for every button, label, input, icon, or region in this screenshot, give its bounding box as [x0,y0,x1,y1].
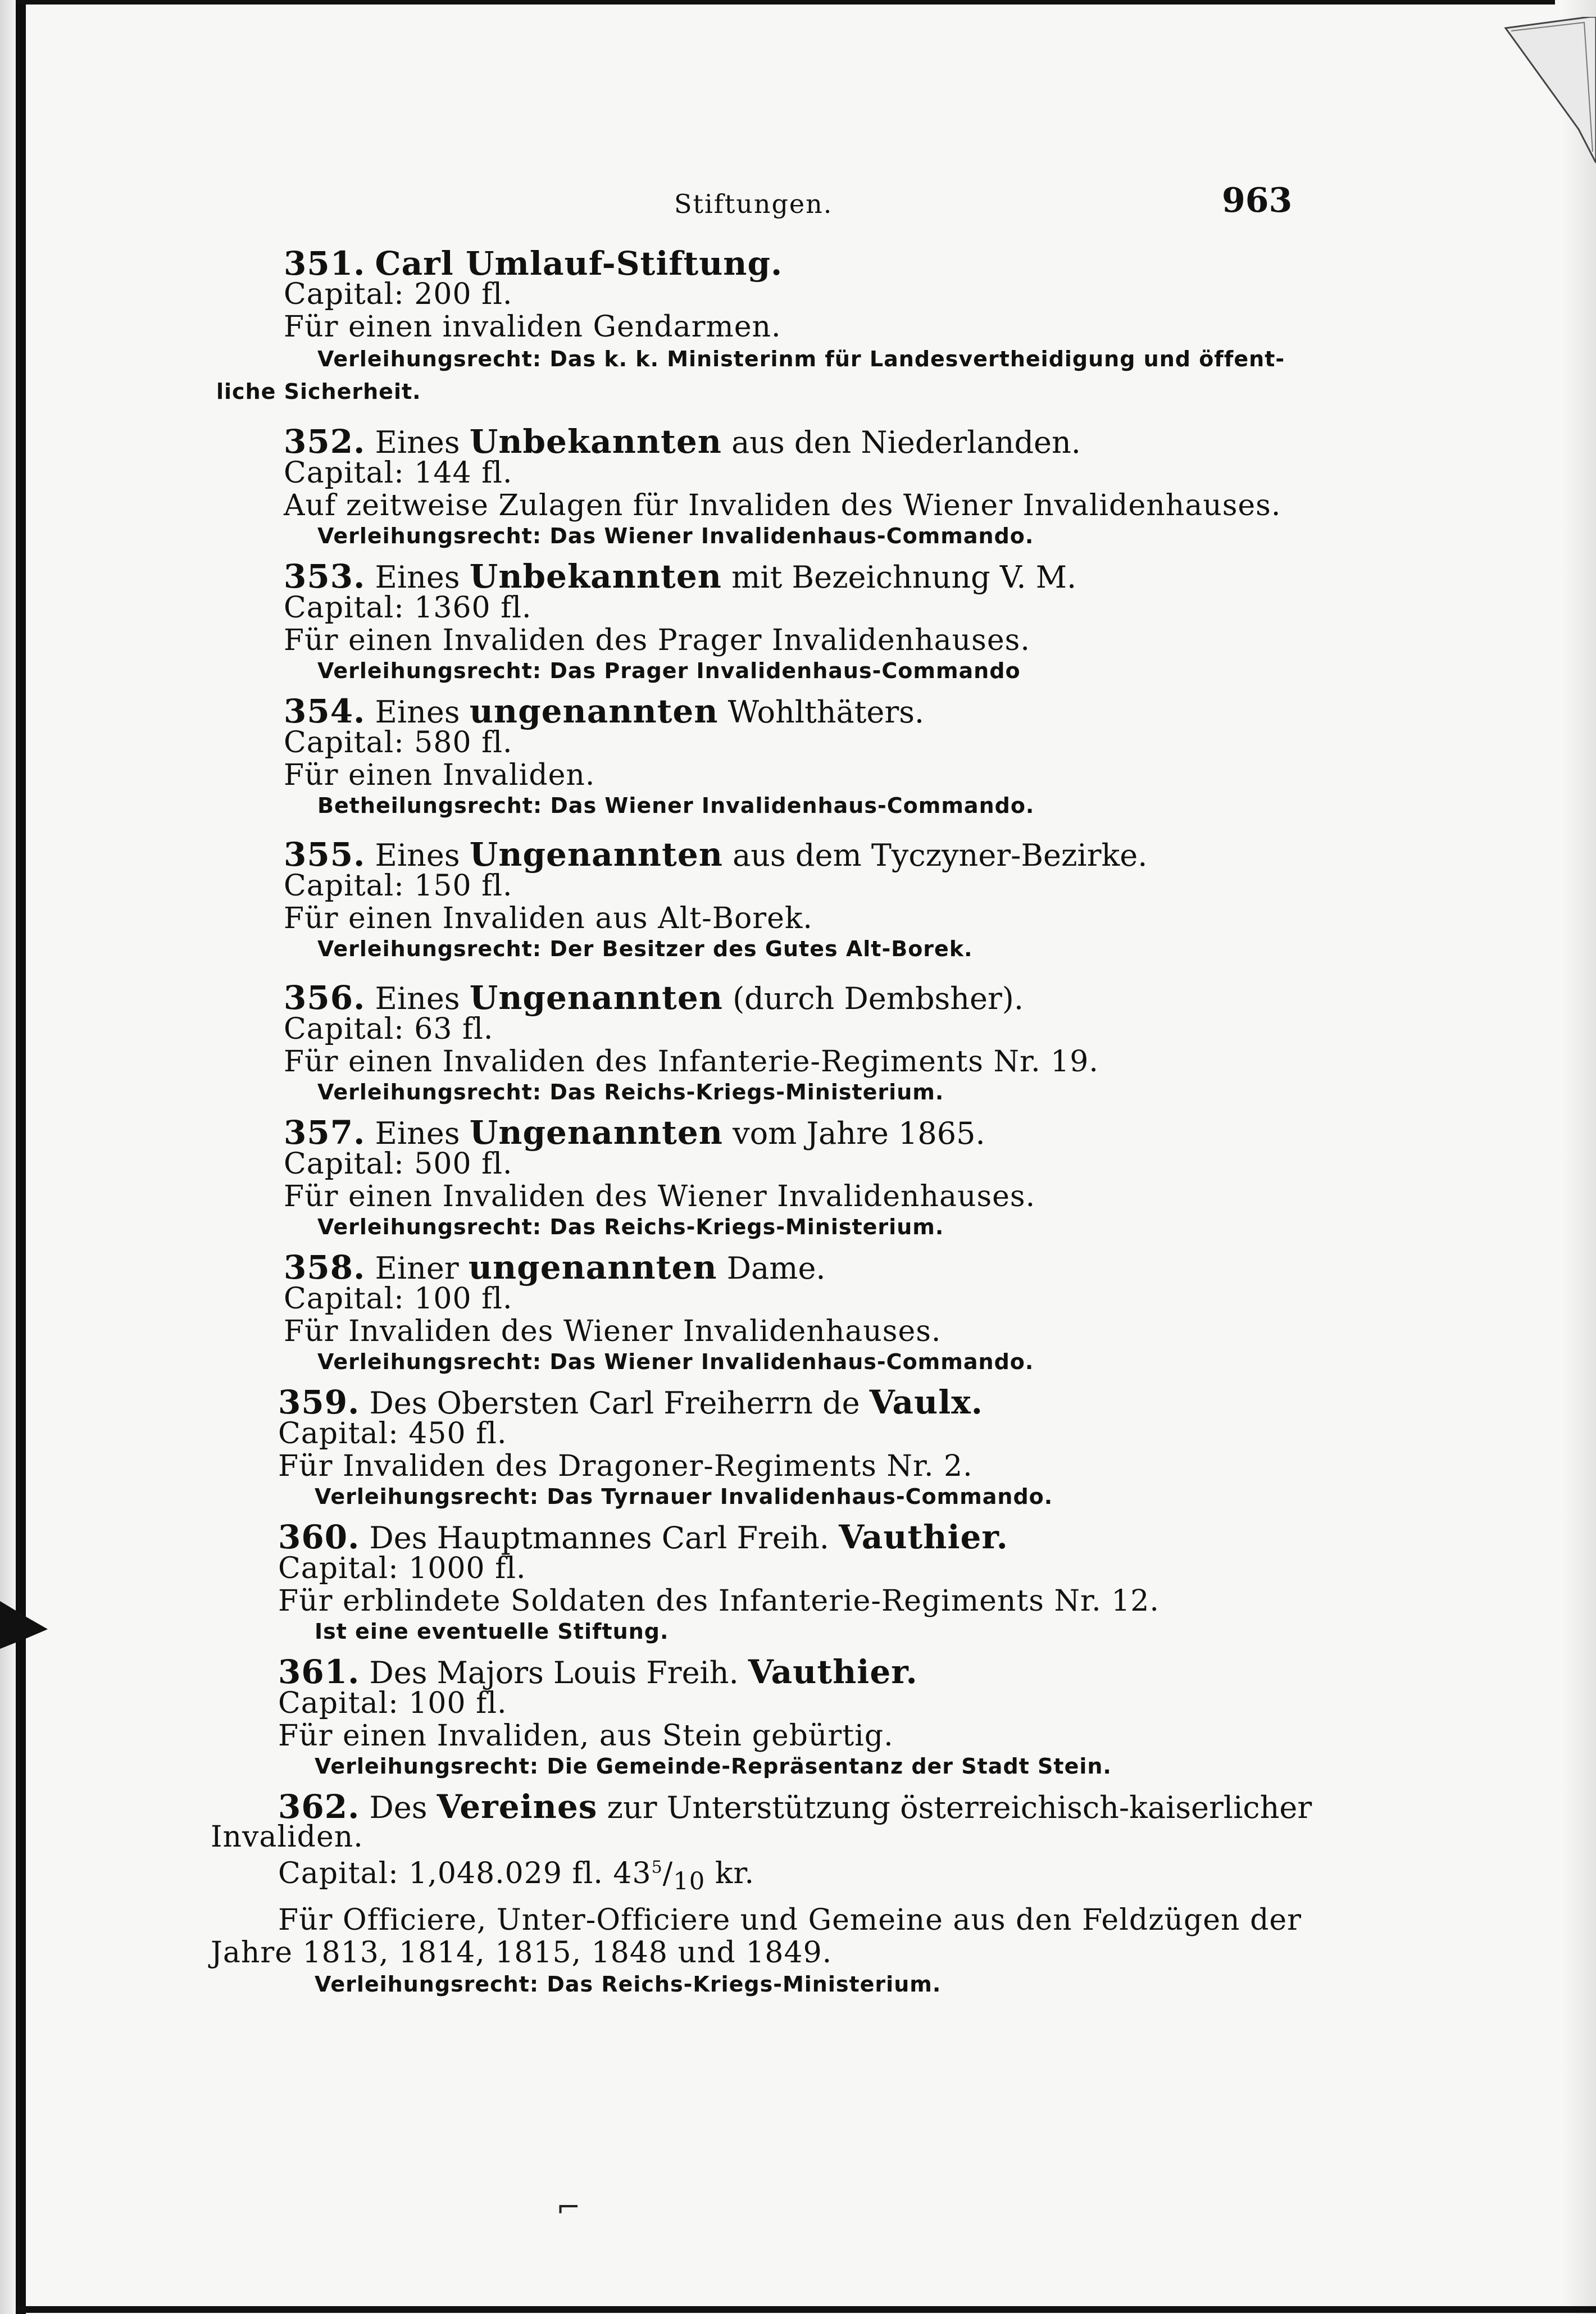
entry-number: 357. [284,1113,366,1152]
entry-capital: Capital: 100 fl. [284,1282,513,1316]
entry-purpose: Für einen Invaliden des Prager Invalidenhauses. [284,624,1030,657]
entry-right: Verleihungsrecht: Das k. k. Ministerinm für Landesvertheidigung und öffent- [317,347,1285,371]
entry-number: 353. [284,557,366,595]
entry-title-post: aus den Niederlanden. [721,425,1081,460]
entry-title-post: zur Unterstützung österreichisch-kaiserlicher [597,1790,1312,1825]
entry-title-post: Dame. [717,1251,826,1286]
entry-right: Verleihungsrecht: Das Wiener Invalidenhaus-Commando. [317,524,1034,548]
entry-heading [284,835,1147,874]
scan-shadow [1562,0,1596,2314]
entry-purpose: Für einen Invaliden des Wiener Invalidenhauses. [284,1180,1036,1213]
entry-heading [284,422,1081,461]
printer-mark-icon: ⌐ [556,2191,581,2225]
entry-number: 359. [278,1383,360,1421]
entry-right: Betheilungsrecht: Das Wiener Invalidenhaus-Commando. [317,793,1035,818]
scan-border-top [16,0,1555,4]
running-header: Stiftungen. [674,189,833,219]
entry-capital: Capital: 500 fl. [284,1147,513,1181]
entry-title-name: Unbekannten [469,557,722,595]
entry-title-pre: Eines [375,560,470,595]
scan-margin [0,0,16,2314]
entry-number: 352. [284,422,366,461]
entry-number: 355. [284,835,366,874]
entry-heading [278,1653,918,1691]
entry-title-pre: Eines [375,838,470,873]
scan-border-bottom [16,2306,1596,2313]
entry-number: 360. [278,1518,360,1556]
entry-right: Verleihungsrecht: Das Wiener Invalidenhaus-Commando. [317,1349,1034,1374]
entry-purpose: Für einen Invaliden, aus Stein gebürtig. [278,1719,894,1753]
entry-title-name: Vauthier. [839,1518,1008,1556]
entry-right: Verleihungsrecht: Das Prager Invalidenhaus-Commando [317,658,1021,683]
entry-purpose: Auf zeitweise Zulagen für Invaliden des Wiener Invalidenhauses. [284,489,1281,522]
entry-title-name: ungenannten [468,1248,717,1286]
entry-right-continued: liche Sicherheit. [216,379,421,404]
entry-number: 356. [284,979,366,1017]
entry-title-post: mit Bezeichnung V. M. [721,560,1077,595]
entry-title-name: Ungenannten [469,979,723,1017]
capital-amount: Capital: 1,048.029 fl. 43 [278,1857,652,1890]
entry-title-pre: Eines [375,981,470,1016]
entry-title-pre: Des [369,1790,437,1825]
entry-capital: Capital: 144 fl. [284,456,513,490]
entry-title-continued: Invaliden. [211,1820,363,1854]
entry-capital: Capital: 1000 fl. [278,1552,526,1585]
entry-capital: Capital: 1360 fl. [284,591,532,625]
entry-heading [284,692,924,730]
entry-right: Verleihungsrecht: Das Reichs-Kriegs-Ministerium. [317,1080,944,1104]
entry-right: Verleihungsrecht: Das Tyrnauer Invalidenhaus-Commando. [315,1484,1053,1509]
entry-purpose: Für Invaliden des Wiener Invalidenhauses. [284,1315,942,1348]
entry-title-name: Vaulx. [869,1383,983,1421]
entry-purpose: Für einen invaliden Gendarmen. [284,310,781,344]
entry-number: 354. [284,692,366,730]
binding-notch-icon [0,1595,51,1652]
entry-right: Verleihungsrecht: Die Gemeinde-Repräsentanz der Stadt Stein. [315,1754,1112,1779]
entry-right: Ist eine eventuelle Stiftung. [315,1619,669,1644]
entry-number: 351. [284,244,366,283]
entry-capital: Capital: 1,048.029 fl. $43^5/_{10}$ kr. [278,1857,755,1896]
entry-purpose: Für Officiere, Unter-Officiere und Gemeine aus den Feldzügen der [278,1903,1302,1937]
entry-heading [284,979,1024,1017]
entry-heading [284,1113,985,1152]
capital-unit: kr. [705,1857,755,1890]
entry-number: 358. [284,1248,366,1286]
entry-capital: Capital: 100 fl. [278,1686,507,1720]
entry-purpose: Für einen Invaliden. [284,758,595,792]
scan-border-left [16,0,26,2314]
entry-title-post: aus dem Tyczyner-Bezirke. [722,838,1148,873]
page-number: 963 [1222,181,1293,220]
entry-title-pre: Eines [375,1116,470,1151]
entry-title-name: ungenannten [469,692,719,730]
entry-heading [284,1248,826,1286]
entry-heading [278,1788,1312,1826]
entry-title-name: Unbekannten [469,422,722,461]
entry-heading [284,557,1076,595]
entry-title-pre: Des Majors Louis Freih. [369,1655,748,1690]
entry-title-name: Ungenannten [469,1113,723,1152]
entry-heading [284,244,783,283]
entry-title-post: Wohlthäters. [718,694,925,730]
entry-right: Verleihungsrecht: Das Reichs-Kriegs-Ministerium. [315,1972,942,1997]
fraction-numerator: 5 [651,1857,663,1877]
entry-heading [278,1518,1008,1556]
entry-capital: Capital: 63 fl. [284,1012,494,1046]
entry-purpose: Für erblindete Soldaten des Infanterie-Regiments Nr. 12. [278,1584,1160,1618]
entry-capital: Capital: 580 fl. [284,726,513,760]
entry-title-name: Carl Umlauf-Stiftung. [375,244,783,283]
entry-purpose: Für einen Invaliden aus Alt-Borek. [284,902,813,935]
entry-right: Verleihungsrecht: Das Reichs-Kriegs-Ministerium. [317,1215,944,1239]
entry-capital: Capital: 150 fl. [284,869,513,903]
entry-right: Verleihungsrecht: Der Besitzer des Gutes Alt-Borek. [317,936,973,961]
entry-purpose: Für einen Invaliden des Infanterie-Regiments Nr. 19. [284,1045,1099,1079]
entry-title-post: vom Jahre 1865. [722,1116,985,1151]
entry-title-name: Vauthier. [748,1653,918,1691]
entry-title-pre: Eines [375,425,470,460]
entry-capital: Capital: 200 fl. [284,278,513,311]
entry-title-pre: Einer [375,1251,469,1286]
entry-title-name: Ungenannten [469,835,723,874]
entry-title-pre: Des Hauptmannes Carl Freih. [369,1520,839,1556]
entry-number: 362. [278,1788,360,1826]
entry-purpose-continued: Jahre 1813, 1814, 1815, 1848 und 1849. [211,1936,833,1970]
entry-number: 361. [278,1653,360,1691]
entry-title-pre: Eines [375,694,470,730]
entry-title-pre: Des Obersten Carl Freiherrn de [369,1385,870,1421]
fraction-denominator: 10 [673,1867,706,1896]
entry-capital: Capital: 450 fl. [278,1417,507,1451]
entry-heading [278,1383,983,1421]
entry-purpose: Für Invaliden des Dragoner-Regiments Nr. 2. [278,1449,973,1483]
entry-title-post: (durch Dembsher). [722,981,1024,1016]
page-fold-icon [1494,17,1596,163]
entry-title-name: Vereines [436,1788,598,1826]
